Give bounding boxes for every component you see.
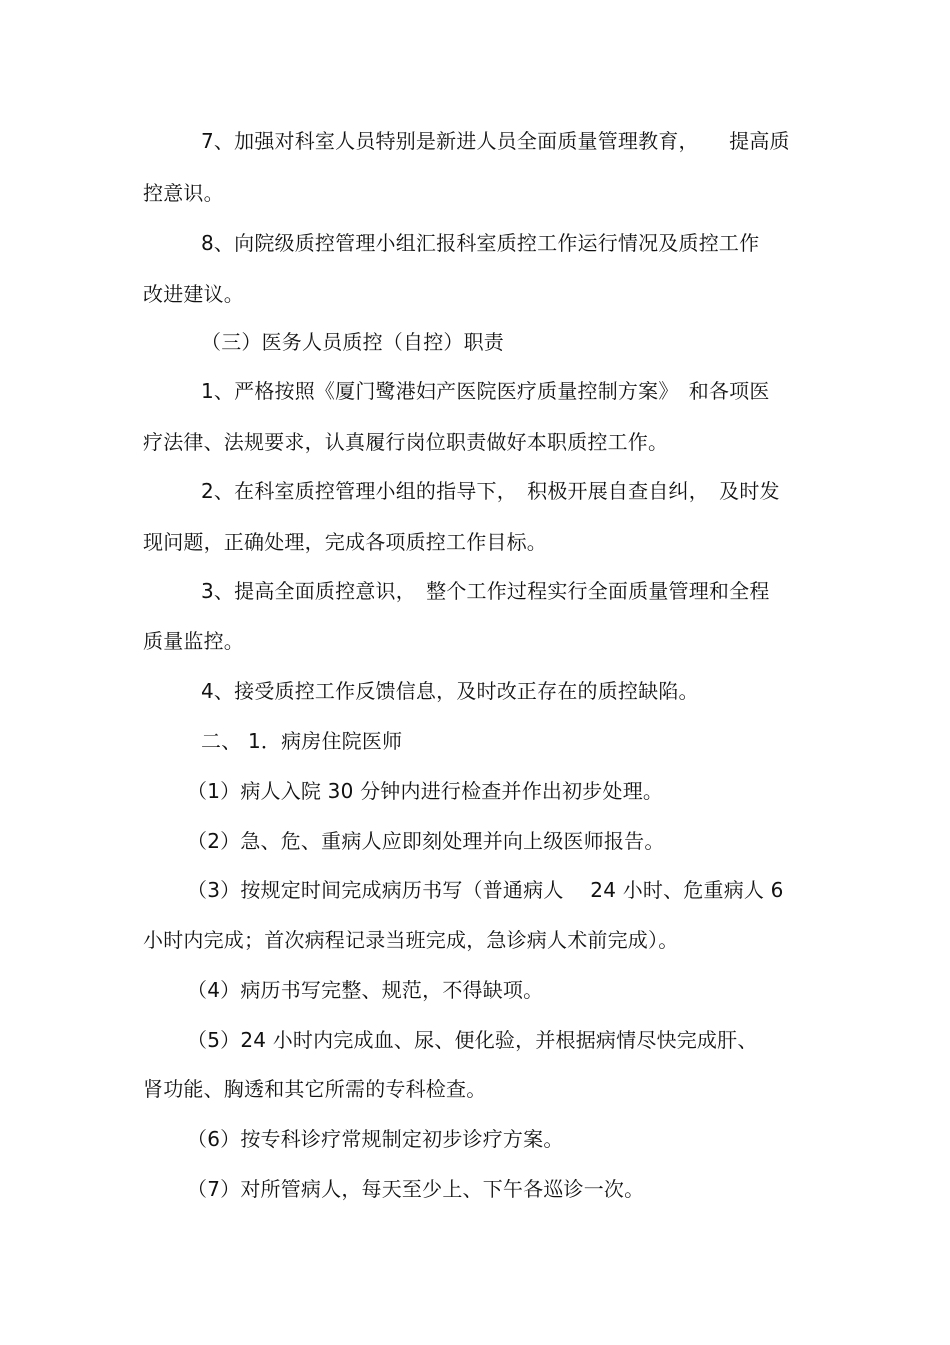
paragraph-line: 1、严格按照《厦门鹭港妇产医院医疗质量控制方案》 和各项医: [201, 379, 770, 403]
paragraph-line: 3、提高全面质控意识， 整个工作过程实行全面质量管理和全程: [201, 579, 770, 603]
paragraph-line: 4、接受质控工作反馈信息，及时改正存在的质控缺陷。: [201, 679, 699, 703]
list-item-continuation: 肾功能、胸透和其它所需的专科检查。: [143, 1077, 487, 1101]
list-item: （7）对所管病人，每天至少上、下午各巡诊一次。: [187, 1177, 645, 1201]
list-item: （1）病人入院 30 分钟内进行检查并作出初步处理。: [187, 779, 664, 803]
paragraph-line: 2、在科室质控管理小组的指导下， 积极开展自查自纠， 及时发: [201, 479, 780, 503]
section-heading: （三）医务人员质控（自控）职责: [201, 330, 504, 354]
list-item: （3）按规定时间完成病历书写（普通病人 24 小时、危重病人 6: [187, 878, 784, 902]
paragraph-line: 质量监控。: [143, 629, 244, 653]
paragraph-line: 现问题，正确处理，完成各项质控工作目标。: [143, 530, 547, 554]
list-item: （4）病历书写完整、规范，不得缺项。: [187, 978, 544, 1002]
list-item: （5）24 小时内完成血、尿、便化验，并根据病情尽快完成肝、: [187, 1028, 758, 1052]
paragraph-line: 8、向院级质控管理小组汇报科室质控工作运行情况及质控工作: [201, 231, 760, 255]
list-item: （2）急、危、重病人应即刻处理并向上级医师报告。: [187, 829, 665, 853]
section-heading: 二、 1．病房住院医师: [201, 729, 403, 753]
paragraph-line: 控意识。: [143, 181, 224, 205]
list-item: （6）按专科诊疗常规制定初步诊疗方案。: [187, 1127, 564, 1151]
paragraph-line: 疗法律、法规要求，认真履行岗位职责做好本职质控工作。: [143, 430, 669, 454]
paragraph-line: 改进建议。: [143, 282, 244, 306]
list-item-continuation: 小时内完成；首次病程记录当班完成，急诊病人术前完成）。: [143, 928, 679, 952]
paragraph-line: 7、加强对科室人员特别是新进人员全面质量管理教育， 提高质: [201, 129, 790, 153]
